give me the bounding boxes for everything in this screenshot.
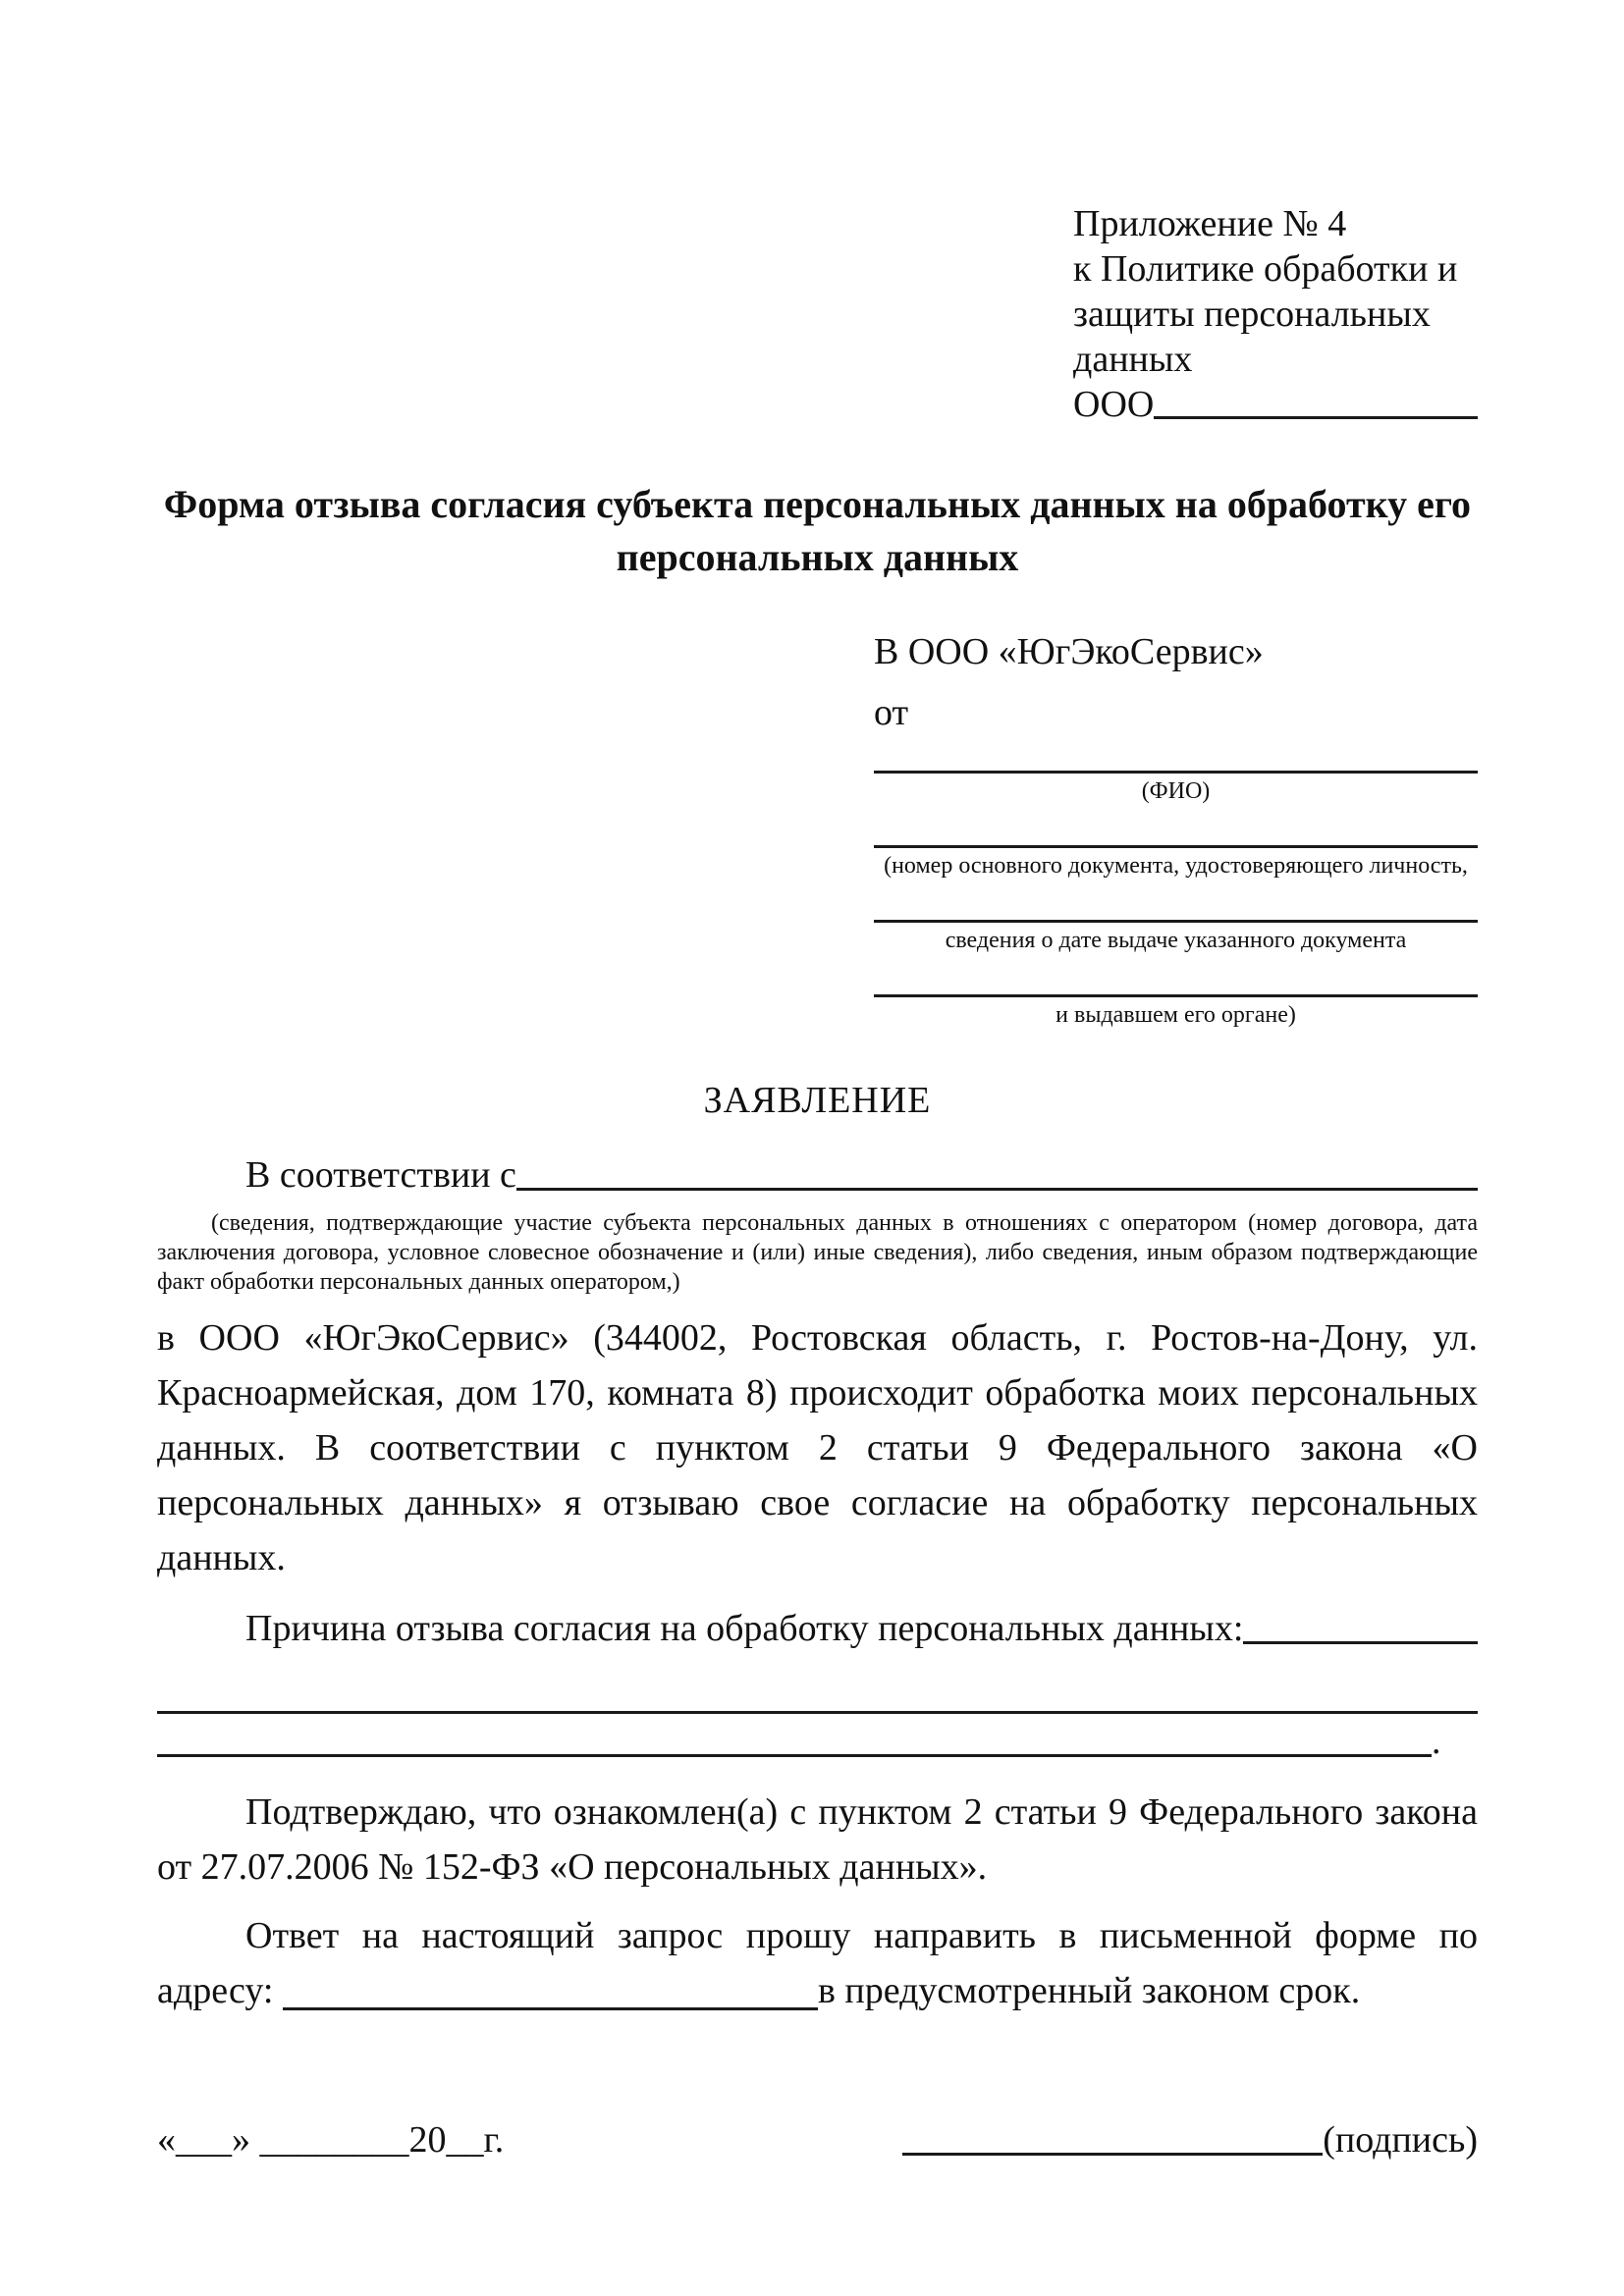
document-issue-date-blank[interactable] [874,881,1478,923]
confirmation-paragraph: Подтверждаю, что ознакомлен(а) с пунктом 2 статьи 9 Федерального закона от 27.07.2006 № 152-ФЗ «О персональных данных». [157,1791,1478,1888]
basis-row [157,1148,1478,1202]
document-number-blank[interactable] [874,806,1478,848]
basis-blank[interactable] [516,1188,1478,1191]
document-issue-date-caption: сведения о дате выдаче указанного документа [945,928,1407,953]
document-issuer-blank[interactable] [874,955,1478,997]
basis-footnote: (сведения, подтверждающие участие субъекта персональных данных в отношениях с оператором (номер договора, дата заключения договора, условное словесное обозначение и (или) иные сведения), либо сведения, иным образом подтверждающие факт обработки персональных данных оператором,) [157,1210,1478,1295]
reason-prefix: Причина отзыва согласия на обработку персональных данных: [245,1608,1244,1649]
reason-blank-line-1[interactable] [157,1656,1478,1714]
company-name-blank[interactable] [1154,416,1478,419]
reason-row [157,1601,1478,1656]
addressee-block [874,629,1478,1030]
basis-prefix: В соответствии с [245,1154,516,1196]
reason-terminator: . [1432,1721,1441,1762]
reason-blank-line-2-row [157,1714,1478,1769]
statement-body: в ООО «ЮгЭкоСервис» (344002, Ростовская область, г. Ростов-на-Дону, ул. Красноармейская, дом 170, комната 8) происходит обработка моих персональных данных. В соответствии с пунктом 2 статьи 9 Федерального закона «О персональных данных» я отзываю свое согласие на обработку персональных данных. [157,1317,1478,1578]
annex-note [1073,201,1478,427]
document-title: Форма отзыва согласия субъекта персональных данных на обработку его персональных данных [163,482,1472,579]
from-label: от [874,692,909,733]
reason-blank[interactable] [1243,1641,1478,1644]
signature-row [157,2112,1478,2167]
date-field[interactable]: «___» ________20__г. [157,2119,505,2161]
fio-blank[interactable] [874,735,1478,774]
addressee-organization: В ООО «ЮгЭкоСервис» [874,631,1264,672]
statement-heading: ЗАЯВЛЕНИЕ [703,1080,932,1121]
company-prefix: ООО [1073,384,1155,425]
annex-line: защиты персональных данных [1073,294,1431,380]
reply-suffix: в предусмотренный законом срок. [817,1970,1361,2011]
reply-paragraph [157,1908,1478,2018]
reason-blank-line-2[interactable] [157,1754,1432,1757]
document-issuer-caption: и выдавшем его органе) [1056,1002,1296,1028]
reply-prefix: Ответ на настоящий запрос прошу направить в письменной форме по адресу: [157,1915,1478,2011]
signature-caption: (подпись) [1323,2119,1478,2161]
annex-line: Приложение № 4 [1073,203,1347,244]
fio-caption: (ФИО) [1141,778,1211,804]
signature-blank[interactable] [902,2153,1323,2156]
document-number-caption: (номер основного документа, удостоверяющего личность, [884,853,1468,879]
annex-line: к Политике обработки и [1073,248,1458,290]
reply-address-blank[interactable] [283,2007,818,2010]
